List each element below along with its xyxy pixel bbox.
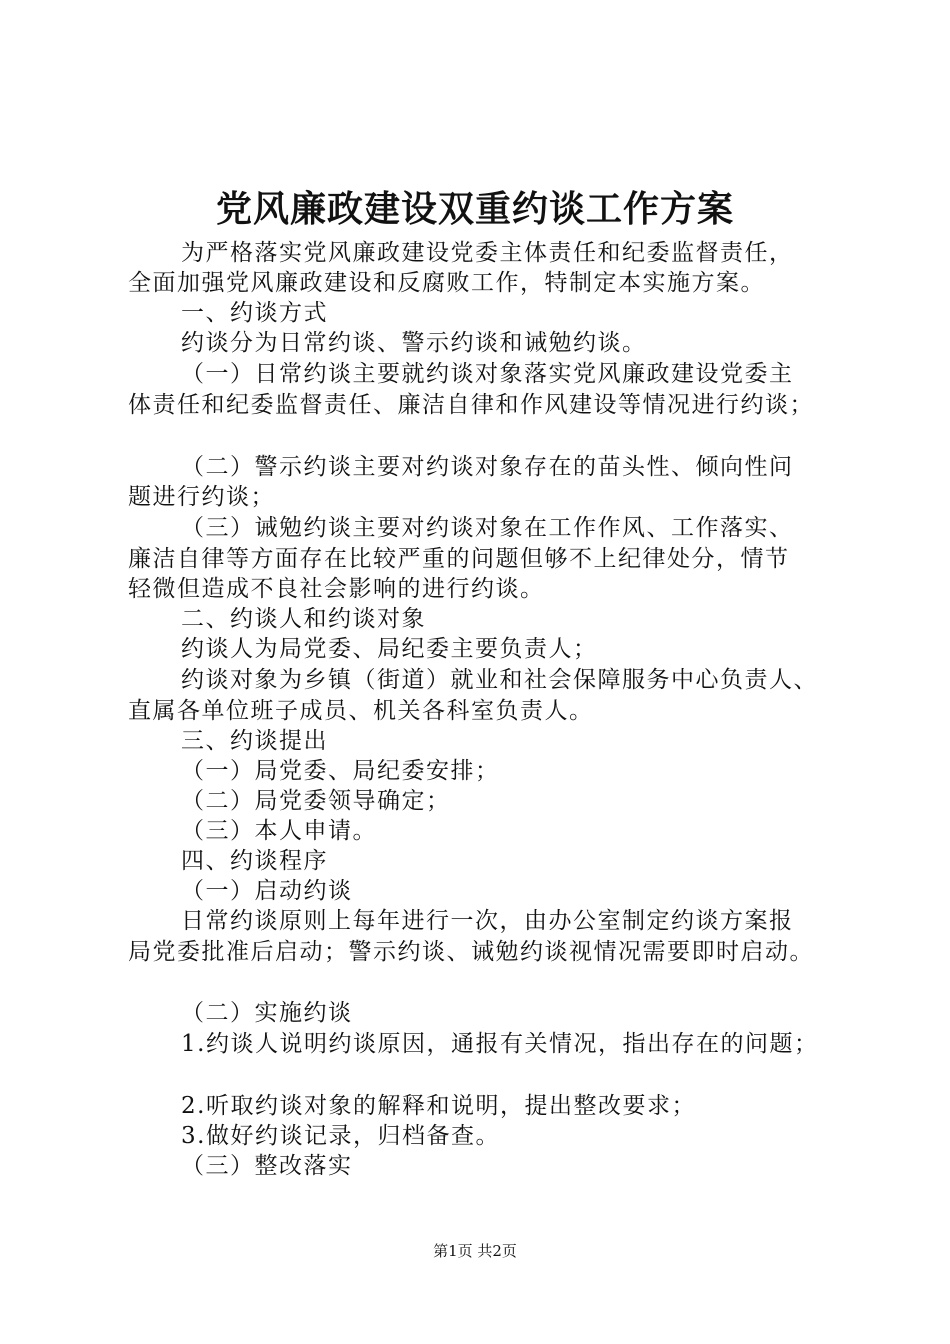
section-heading: 三、约谈提出 <box>181 728 328 754</box>
paragraph-line: 2.听取约谈对象的解释和说明，提出整改要求； <box>181 1093 696 1119</box>
paragraph-line: 约谈人为局党委、局纪委主要负责人； <box>181 636 598 662</box>
section-heading: 二、约谈人和约谈对象 <box>181 606 426 632</box>
paragraph-line: 约谈对象为乡镇（街道）就业和社会保障服务中心负责人、 <box>181 667 818 693</box>
paragraph-line: 1.约谈人说明约谈原因，通报有关情况，指出存在的问题； <box>181 1031 819 1057</box>
paragraph-line: 轻微但造成不良社会影响的进行约谈。 <box>128 576 545 602</box>
paragraph-line: （一）局党委、局纪委安排； <box>181 758 500 784</box>
page-footer: 第1页 共2页 <box>433 1242 517 1260</box>
paragraph-line: 廉洁自律等方面存在比较严重的问题但够不上纪律处分，情节 <box>128 546 790 572</box>
paragraph-line: （一）日常约谈主要就约谈对象落实党风廉政建设党委主 <box>181 361 794 387</box>
paragraph-line: （一）启动约谈 <box>181 878 353 904</box>
paragraph-line: 局党委批准后启动；警示约谈、诫勉约谈视情况需要即时启动。 <box>128 939 814 965</box>
paragraph-line: （二）实施约谈 <box>181 1000 353 1026</box>
section-heading: 一、约谈方式 <box>181 300 328 326</box>
paragraph-line: （三）整改落实 <box>181 1153 353 1179</box>
paragraph-line: （二）警示约谈主要对约谈对象存在的苗头性、倾向性问 <box>181 454 794 480</box>
paragraph-line: 直属各单位班子成员、机关各科室负责人。 <box>128 698 594 724</box>
paragraph-line: 为严格落实党风廉政建设党委主体责任和纪委监督责任， <box>181 240 794 266</box>
document-title: 党风廉政建设双重约谈工作方案 <box>215 188 734 230</box>
paragraph-line: 3.做好约谈记录，归档备查。 <box>181 1123 500 1149</box>
paragraph-line: 约谈分为日常约谈、警示约谈和诫勉约谈。 <box>181 330 647 356</box>
paragraph-line: 题进行约谈； <box>128 484 275 510</box>
paragraph-line: （三）本人申请。 <box>181 818 377 844</box>
paragraph-line: （二）局党委领导确定； <box>181 788 451 814</box>
paragraph-line: 全面加强党风廉政建设和反腐败工作，特制定本实施方案。 <box>128 270 765 296</box>
paragraph-line: 体责任和纪委监督责任、廉洁自律和作风建设等情况进行约谈； <box>128 392 814 418</box>
section-heading: 四、约谈程序 <box>181 848 328 874</box>
paragraph-line: 日常约谈原则上每年进行一次，由办公室制定约谈方案报 <box>181 908 794 934</box>
paragraph-line: （三）诫勉约谈主要对约谈对象在工作作风、工作落实、 <box>181 515 794 541</box>
